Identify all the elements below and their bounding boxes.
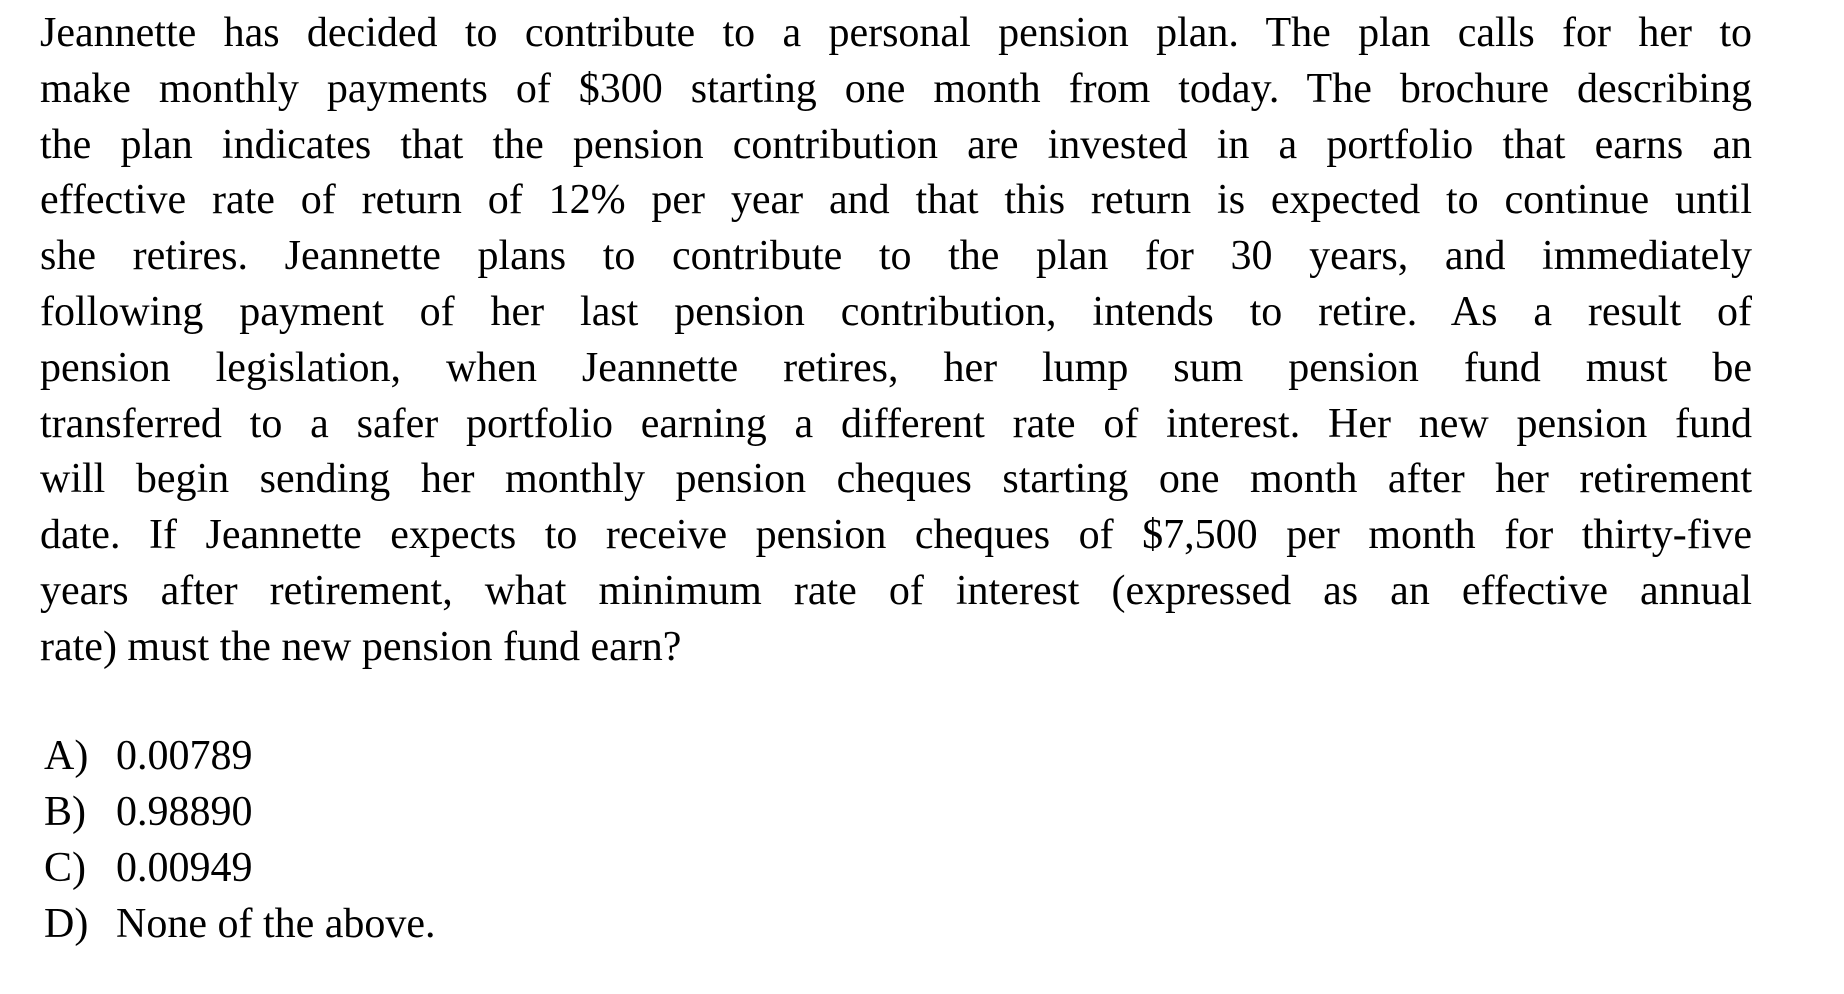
question-line: transferred to a safer portfolio earning a different rate of interest. Her new pension fund — [40, 400, 1752, 447]
question-line: following payment of her last pension contribution, intends to retire. As a result of — [40, 288, 1752, 335]
option-letter: D) — [44, 901, 89, 947]
question-line: rate) must the new pension fund earn? — [40, 623, 682, 670]
question-line: date. If Jeannette expects to receive pension cheques of $7,500 per month for thirty-five — [40, 512, 1752, 559]
option-letter: B) — [44, 789, 86, 835]
question-line: effective rate of return of 12% per year and that this return is expected to continue until — [40, 177, 1752, 224]
option-text: 0.00789 — [116, 733, 253, 779]
question-line: years after retirement, what minimum rate of interest (expressed as an effective annual — [40, 567, 1752, 614]
question-line: Jeannette has decided to contribute to a personal pension plan. The plan calls for her to — [40, 10, 1752, 56]
option-letter: C) — [44, 845, 86, 891]
answer-options — [44, 728, 436, 952]
question-text — [40, 6, 1752, 676]
option-text: 0.98890 — [116, 789, 253, 835]
question-line: will begin sending her monthly pension cheques starting one month after her retirement — [40, 456, 1752, 503]
option-b[interactable] — [44, 784, 436, 840]
option-a[interactable] — [44, 728, 436, 784]
option-c[interactable] — [44, 840, 436, 896]
option-text: None of the above. — [116, 901, 436, 947]
option-d[interactable] — [44, 896, 436, 952]
option-text: 0.00949 — [116, 845, 253, 891]
question-line: pension legislation, when Jeannette retires, her lump sum pension fund must be — [40, 344, 1752, 391]
question-line: make monthly payments of $300 starting one month from today. The brochure describing — [40, 65, 1752, 112]
question-line: the plan indicates that the pension contribution are invested in a portfolio that earns an — [40, 121, 1752, 168]
option-letter: A) — [44, 733, 89, 779]
question-line: she retires. Jeannette plans to contribute to the plan for 30 years, and immediately — [40, 233, 1752, 280]
